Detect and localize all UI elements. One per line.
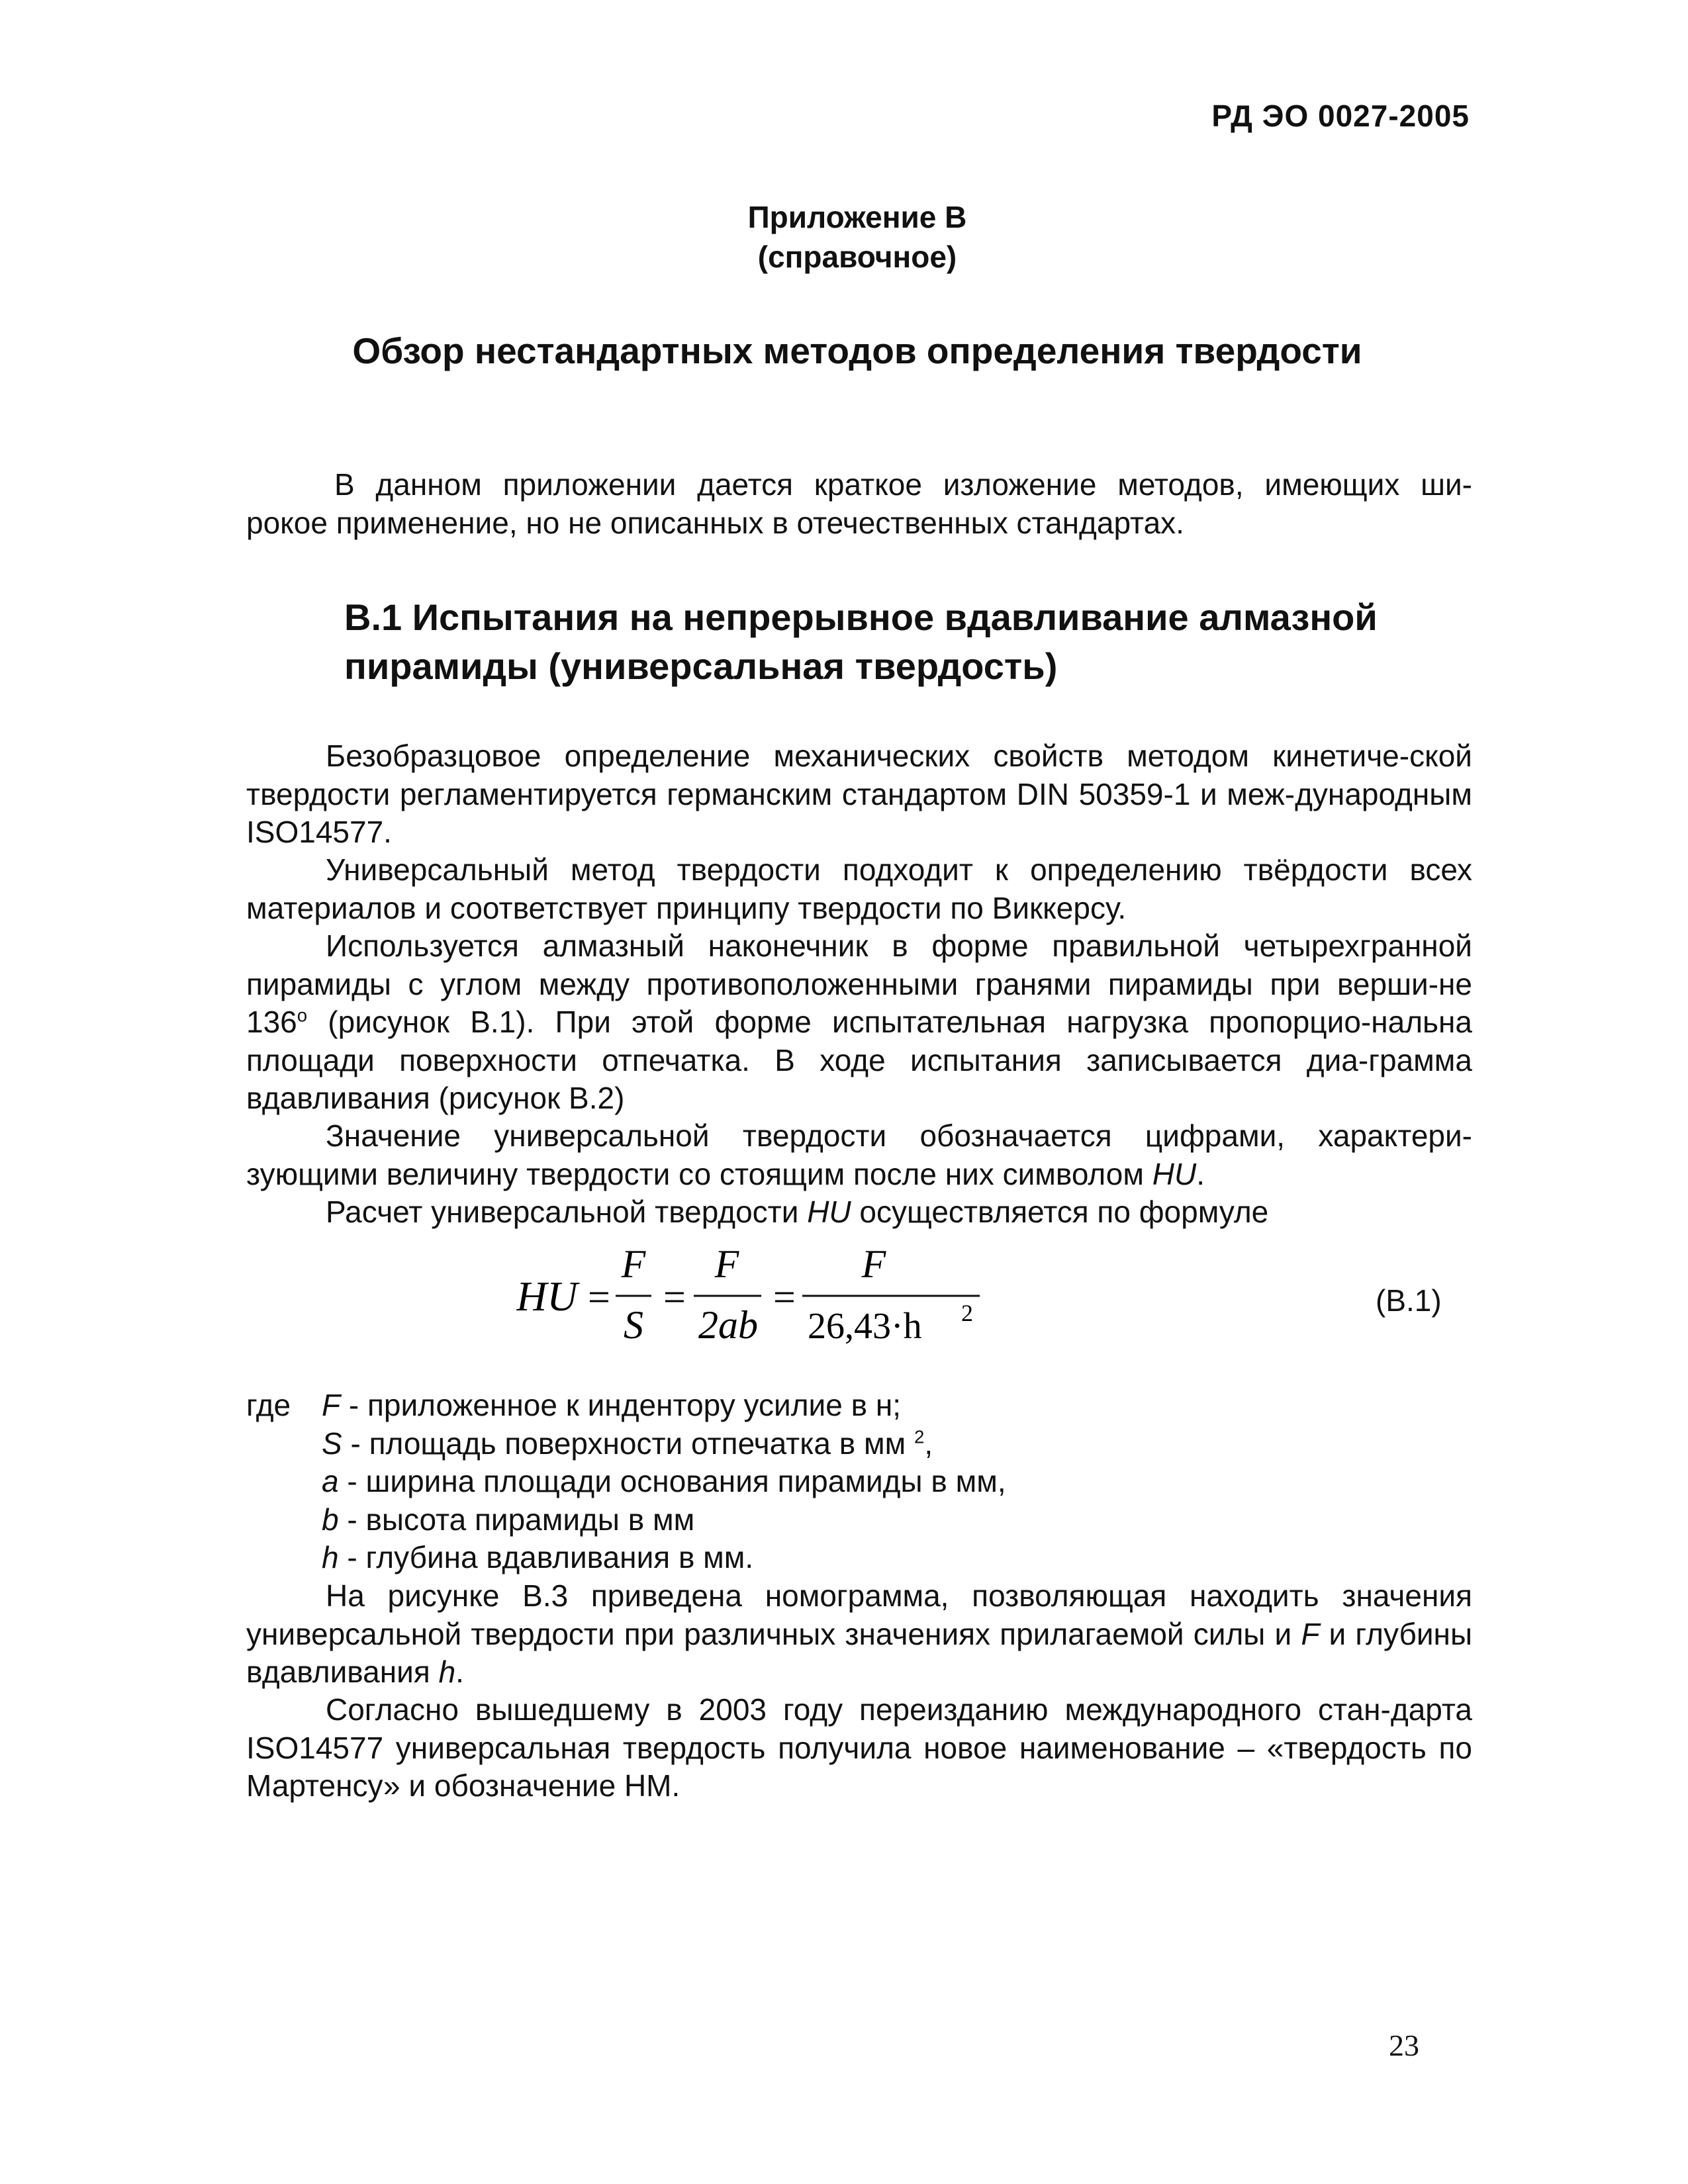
legend-symbol: b: [322, 1502, 339, 1537]
fraction-3-exponent: 2: [961, 1300, 973, 1326]
formula-lhs: HU: [516, 1273, 578, 1320]
paragraph-3-part-1: Используется алмазный наконечник в форме правильной четырехгранной пирамиды с углом между противоположенными гранями пирамиды при верши-не 136: [246, 929, 1472, 1039]
paragraph-7: Согласно вышедшему в 2003 году переизданию международного стан-дарта ISO14577 универсальная твердость получила новое наименование – «твердость по Мартенсу» и обозначение НМ.: [246, 1692, 1472, 1803]
paragraph-3: [246, 927, 1472, 1118]
section-heading-line-1: В.1 Испытания на непрерывное вдавливание алмазной: [344, 596, 1378, 638]
fraction-2-denominator: 2ab: [698, 1303, 758, 1347]
fraction-3-denominator: 26,43·h: [808, 1306, 922, 1347]
fraction-3-numerator: F: [861, 1242, 886, 1286]
intro-line-2: рокое применение, но не описанных в отечественных стандартах.: [246, 506, 1184, 540]
legend-text: - площадь поверхности отпечатка в мм: [342, 1426, 914, 1461]
paragraph-4-part-1: Значение универсальной твердости обозначается цифрами, характери-зующими величину твердости со стоящим после них символом: [246, 1118, 1472, 1191]
paragraph-6-part-1: На рисунке В.3 приведена номограмма, позволяющая находить значения универсальной твердости при различных значениях прилагаемой силы и: [246, 1578, 1472, 1651]
hu-symbol: HU: [807, 1195, 851, 1229]
paragraph-5-part-1: Расчет универсальной твердости: [326, 1195, 808, 1229]
formula-equals-1: =: [588, 1275, 610, 1319]
paragraph-1: Безобразцовое определение механических свойств методом кинетиче-ской твердости регламентируется германским стандартом DIN 50359-1 и меж-дународным ISO14577.: [246, 739, 1472, 849]
paragraph-2: Универсальный метод твердости подходит к определению твёрдости всех материалов и соответствует принципу твердости по Виккерсу.: [246, 852, 1472, 925]
paragraph-4: [246, 1117, 1472, 1193]
formula-equals-3: =: [773, 1275, 796, 1319]
fraction-2-numerator: F: [714, 1242, 739, 1286]
legend-symbol: F: [322, 1388, 341, 1422]
legend-item-f: [322, 1387, 901, 1425]
legend-symbol: S: [322, 1426, 342, 1461]
page-number: 23: [1389, 2028, 1419, 2062]
intro-line-1: В данном приложении дается краткое изложение методов, имеющих ши-: [334, 467, 1472, 502]
paragraph-5: [246, 1193, 1472, 1232]
page-title: Обзор нестандартных методов определения твердости: [352, 330, 1362, 371]
formula-b1: [516, 1238, 993, 1357]
legend-item-s: [322, 1425, 933, 1463]
degree-mark: о: [297, 1005, 308, 1026]
legend-tail: ,: [924, 1426, 933, 1461]
paragraph-3-part-2: (рисунок В.1). При этой форме испытательная нагрузка пропорцио-нальна площади поверхности отпечатка. В ходе испытания записывается диа-грамма вдавливания (рисунок В.2): [246, 1005, 1472, 1115]
formula-equals-2: =: [663, 1275, 686, 1319]
hu-symbol: HU: [1152, 1156, 1197, 1191]
document-code: РД ЭО 0027-2005: [1211, 99, 1470, 133]
legend-item-h: [322, 1539, 753, 1577]
paragraph-6-part-2: и глубины вдавливания: [246, 1616, 1473, 1689]
force-symbol: F: [1301, 1616, 1320, 1651]
fraction-1-denominator: S: [624, 1303, 643, 1347]
paragraph-5-part-2: осуществляется по формуле: [851, 1195, 1269, 1229]
legend-text: - глубина вдавливания в мм.: [338, 1540, 754, 1574]
fraction-1-numerator: F: [621, 1242, 646, 1286]
appendix-label: Приложение В: [747, 200, 967, 234]
legend-symbol: a: [322, 1464, 339, 1498]
paragraph-4-part-2: .: [1196, 1156, 1205, 1191]
equation-number: (В.1): [1376, 1283, 1442, 1318]
legend-superscript: 2: [914, 1426, 925, 1447]
appendix-type: (справочное): [757, 240, 957, 274]
legend-item-a: [322, 1463, 1006, 1501]
legend-text: - высота пирамиды в мм: [338, 1502, 695, 1537]
legend-text: - приложенное к индентору усилие в н;: [340, 1388, 901, 1422]
legend-where: где: [246, 1388, 291, 1422]
legend-symbol: h: [322, 1540, 339, 1574]
paragraph-6-part-3: .: [455, 1655, 464, 1689]
paragraph-6: [246, 1577, 1472, 1692]
legend-item-b: [322, 1501, 694, 1539]
legend-text: - ширина площади основания пирамиды в мм,: [338, 1464, 1006, 1498]
section-heading-line-2: пирамиды (универсальная твердость): [344, 645, 1058, 687]
depth-symbol: h: [438, 1655, 456, 1689]
